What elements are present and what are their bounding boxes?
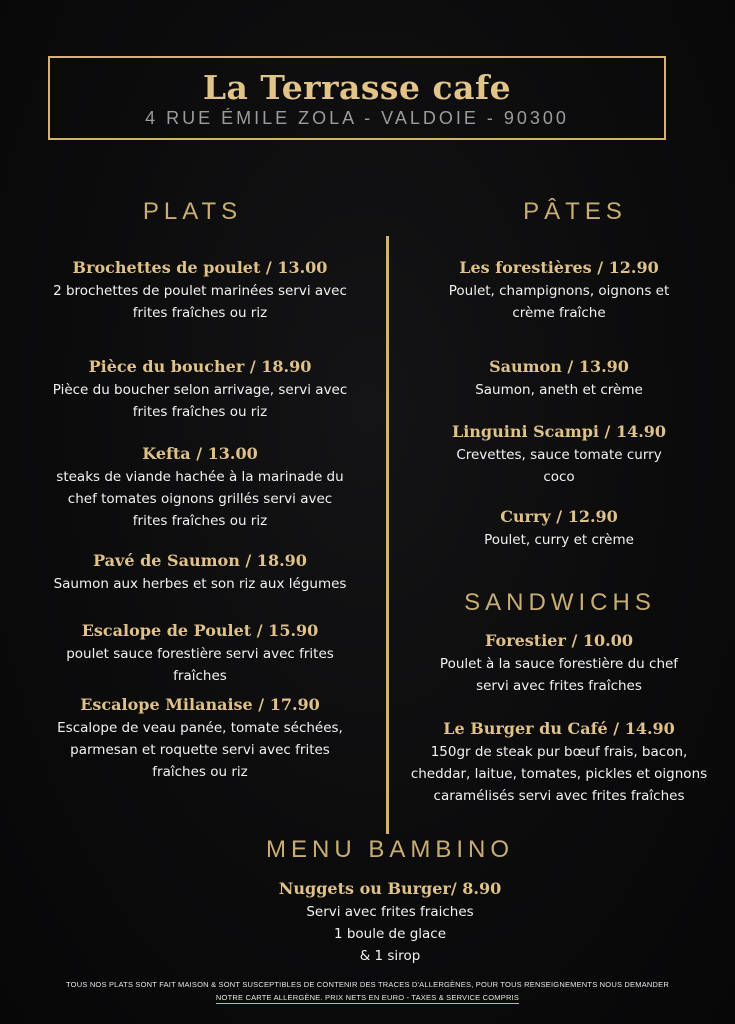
description-line: coco: [543, 469, 575, 485]
item-description: [30, 643, 370, 687]
item-name: Linguini Scampi / 14.90: [451, 422, 667, 441]
item-name: Kefta / 13.00: [142, 444, 258, 463]
notice-line-1: TOUS NOS PLATS SONT FAIT MAISON & SONT SUSCEPTIBLES DE CONTENIR DES TRACES D'ALLERGÈNES, POUR TOUS RENSEIGNEMENTS NOUS DEMANDER: [66, 980, 669, 989]
item-name: Pièce du boucher / 18.90: [88, 357, 312, 376]
item-name: Escalope Milanaise / 17.90: [80, 695, 320, 714]
description-line: Poulet à la sauce forestière du chef: [439, 656, 679, 672]
description-line: 150gr de steak pur bœuf frais, bacon,: [430, 744, 688, 760]
item-name: Brochettes de poulet / 13.00: [72, 258, 328, 277]
header-frame: [48, 56, 666, 140]
item-description: [30, 573, 370, 595]
description-line: parmesan et roquette servi avec frites: [70, 742, 330, 758]
item-description: [30, 280, 370, 324]
description-line: servi avec frites fraîches: [476, 678, 642, 694]
menu-item: [398, 420, 720, 488]
item-name: Curry / 12.90: [500, 507, 618, 526]
item-description: [220, 901, 560, 967]
item-description: [398, 529, 720, 551]
column-divider: [386, 236, 389, 834]
description-line: frites fraîches ou riz: [132, 305, 268, 321]
menu-item: [30, 355, 370, 423]
restaurant-title: La Terrasse cafe: [202, 68, 512, 107]
section-title-pates: PÂTES: [523, 198, 627, 225]
menu-item: [30, 549, 370, 595]
menu-item: [398, 629, 720, 697]
description-line: steaks de viande hachée à la marinade du: [56, 469, 344, 485]
description-line: & 1 sirop: [359, 948, 421, 964]
menu-item: [398, 717, 720, 807]
item-name: Saumon / 13.90: [489, 357, 629, 376]
menu-item: [398, 355, 720, 401]
menu-item: [398, 256, 720, 324]
description-line: fraîches: [173, 668, 227, 684]
menu-item: [30, 693, 370, 783]
description-line: Poulet, champignons, oignons et: [448, 283, 670, 299]
description-line: Escalope de veau panée, tomate séchées,: [57, 720, 343, 736]
item-description: [30, 466, 370, 532]
item-name: Pavé de Saumon / 18.90: [93, 551, 307, 570]
notice-line-2: [20, 991, 715, 1004]
menu-item: [220, 877, 560, 967]
description-line: caramélisés servi avec frites fraîches: [433, 788, 685, 804]
description-line: 2 brochettes de poulet marinées servi avec: [53, 283, 347, 299]
item-description: [30, 717, 370, 783]
item-description: [398, 379, 720, 401]
menu-item: [30, 256, 370, 324]
description-line: Crevettes, sauce tomate curry: [456, 447, 662, 463]
description-line: 1 boule de glace: [333, 926, 447, 942]
description-line: Pièce du boucher selon arrivage, servi avec: [52, 382, 348, 398]
item-description: [398, 653, 720, 697]
item-description: [398, 280, 720, 324]
item-description: [30, 379, 370, 423]
item-name: Nuggets ou Burger/ 8.90: [278, 879, 502, 898]
menu-item: [30, 442, 370, 532]
section-title-bambino: MENU BAMBINO: [265, 836, 514, 863]
restaurant-address: 4 RUE ÉMILE ZOLA - VALDOIE - 90300: [145, 108, 569, 128]
section-title-sandwichs: SANDWICHS: [464, 589, 656, 616]
description-line: frites fraîches ou riz: [132, 404, 268, 420]
description-line: poulet sauce forestière servi avec frites: [66, 646, 334, 662]
item-name: Forestier / 10.00: [485, 631, 633, 650]
description-line: Poulet, curry et crème: [484, 532, 634, 548]
menu-item: [30, 619, 370, 687]
item-description: [398, 741, 720, 807]
item-name: Les forestières / 12.90: [459, 258, 659, 277]
notice-line-2-text: NOTRE CARTE ALLERGÈNE. PRIX NETS EN EURO - TAXES & SERVICE COMPRIS: [215, 993, 520, 1002]
item-name: Escalope de Poulet / 15.90: [81, 621, 319, 640]
description-line: Servi avec frites fraiches: [306, 904, 474, 920]
item-description: [398, 444, 720, 488]
allergen-notice: [20, 978, 715, 1004]
description-line: frites fraîches ou riz: [132, 513, 268, 529]
menu-item: [398, 505, 720, 551]
description-line: fraîches ou riz: [152, 764, 248, 780]
description-line: Saumon aux herbes et son riz aux légumes: [53, 576, 347, 592]
description-line: crème fraîche: [512, 305, 606, 321]
description-line: chef tomates oignons grillés servi avec: [67, 491, 333, 507]
item-name: Le Burger du Café / 14.90: [443, 719, 675, 738]
section-title-plats: PLATS: [142, 198, 243, 225]
description-line: cheddar, laitue, tomates, pickles et oignons: [410, 766, 708, 782]
description-line: Saumon, aneth et crème: [475, 382, 643, 398]
